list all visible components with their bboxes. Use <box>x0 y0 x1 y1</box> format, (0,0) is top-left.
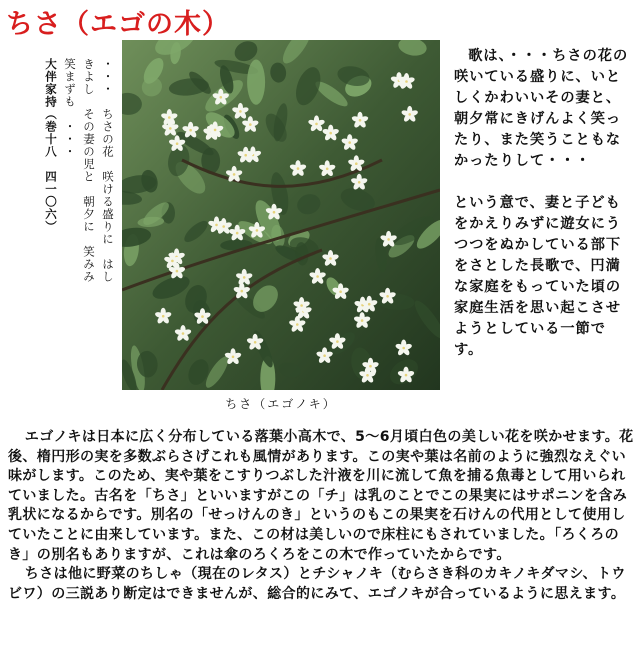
side-commentary <box>454 46 632 361</box>
body-text <box>8 428 634 604</box>
egonoki-photo <box>122 40 440 390</box>
photo-illustration <box>122 40 440 390</box>
body-paragraph: エゴノキは日本に広く分布している落葉小高木で、5～6月頃白色の美しい花を咲かせます。花後、楕円形の実を多数ぶらさげこれも風情があります。この実や葉は名前のように強烈なえぐい味がします。このため、実や葉をこすりつぶした汁液を川に流して魚を捕る魚毒として用いられていました。古名を「ちさ」といいますがこの「チ」は乳のことでこの果実にはサポニンを含み乳状になるからです。別名の「せっけんのき」というのもこの果実を石けんの代用として使用していたことに由来しています。また、この材は美しいので床柱にもされていました。「ろくろのき」の別名もありますが、これは傘のろくろをこの木で作っていたからです。 <box>8 429 634 563</box>
poem-line: きよし その妻の児と 朝夕に 笑みみ <box>82 58 96 283</box>
page-title: ちさ（エゴの木） <box>6 9 230 40</box>
side-paragraph: という意で、妻と子どもをかえりみずに遊女にうつつをぬかしている部下をさとした長歌で、円満な家庭をもっていた頃の家庭生活を思い起こさせようとしている一節です。 <box>454 195 622 358</box>
poem-line: 笑まずも ・・・ <box>63 58 77 158</box>
side-paragraph: 歌は、・・・ちさの花の咲いている盛りに、いとしくかわいいその妻と、朝夕常にきげんよく笑ったり、また笑うこともなかったりして・・・ <box>454 48 629 169</box>
poem-line: ・・・ ちさの花 咲ける盛りに はし <box>101 58 115 283</box>
leaf <box>247 60 265 105</box>
poem-block <box>30 58 116 318</box>
photo-caption: ちさ（エゴノキ） <box>225 397 337 411</box>
body-paragraph: ちさは他に野菜のちしゃ（現在のレタス）とチシャノキ（むらさき科のカキノキダマシ、トウビワ）の三説あり断定はできませんが、総合的にみて、エゴノキが合っているように思えます。 <box>8 566 626 602</box>
poem-author: 大伴家持（巻十八 四一〇六） <box>44 58 58 233</box>
